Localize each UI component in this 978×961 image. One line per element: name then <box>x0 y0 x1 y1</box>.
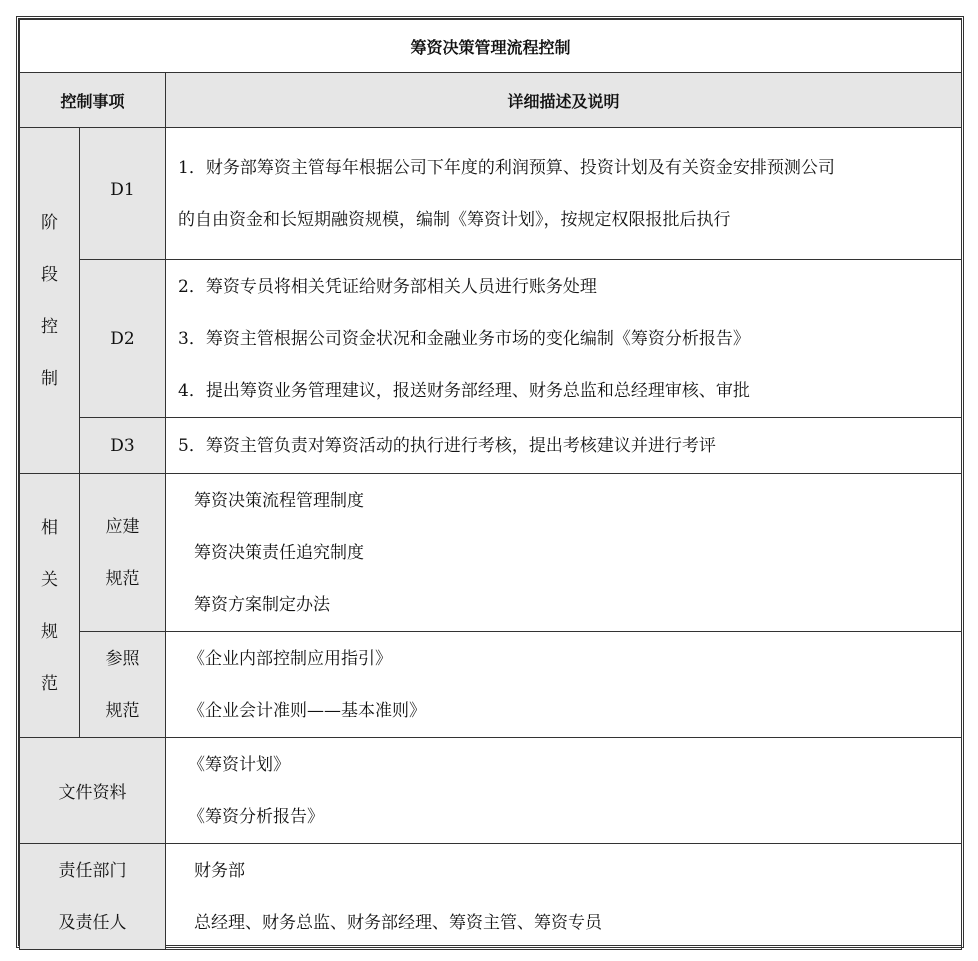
list-item: 《企业会计准则——基本准则》 <box>188 700 426 721</box>
stage-code-d1: D1 <box>80 128 166 260</box>
list-item: 筹资决策责任追究制度 <box>194 542 364 563</box>
list-item: 《筹资计划》 <box>188 754 290 775</box>
desc-line: 的自由资金和长短期融资规模，编制《筹资计划》，按规定权限报批后执行 <box>178 210 731 230</box>
desc-line: 1．财务部筹资主管每年根据公司下年度的利润预算、投资计划及有关资金安排预测公司 <box>178 158 835 178</box>
desc-line: 4．提出筹资业务管理建议，报送财务部经理、财务总监和总经理审核、审批 <box>178 380 750 401</box>
list-item: 筹资方案制定办法 <box>194 594 330 615</box>
control-table <box>19 19 962 950</box>
should-establish-items <box>166 474 962 632</box>
responsible-label: 责任部门 及责任人 <box>20 844 166 950</box>
stage-code-d2: D2 <box>80 260 166 418</box>
reference-norms-label: 参照 规范 <box>80 632 166 738</box>
header-control-item: 控制事项 <box>20 73 166 128</box>
table-title: 筹资决策管理流程控制 <box>20 20 962 73</box>
list-item: 《筹资分析报告》 <box>188 806 324 827</box>
stage-desc-d1 <box>166 128 962 260</box>
related-norms-label: 相 关 规 范 <box>20 474 80 738</box>
responsible-items <box>166 844 962 950</box>
desc-line: 2．筹资专员将相关凭证给财务部相关人员进行账务处理 <box>178 276 597 297</box>
desc-line: 5．筹资主管负责对筹资活动的执行进行考核，提出考核建议并进行考评 <box>178 435 716 456</box>
list-item: 财务部 <box>194 860 245 881</box>
list-item: 筹资决策流程管理制度 <box>194 490 364 511</box>
desc-line: 3．筹资主管根据公司资金状况和金融业务市场的变化编制《筹资分析报告》 <box>178 328 750 349</box>
reference-norms-items <box>166 632 962 738</box>
header-description: 详细描述及说明 <box>166 73 962 128</box>
should-establish-label: 应建 规范 <box>80 474 166 632</box>
stage-desc-d3 <box>166 418 962 474</box>
stage-control-label: 阶 段 控 制 <box>20 128 80 474</box>
files-items <box>166 738 962 844</box>
list-item: 总经理、财务总监、财务部经理、筹资主管、筹资专员 <box>194 912 602 933</box>
files-label: 文件资料 <box>20 738 166 844</box>
stage-desc-d2 <box>166 260 962 418</box>
stage-code-d3: D3 <box>80 418 166 474</box>
list-item: 《企业内部控制应用指引》 <box>188 648 392 669</box>
